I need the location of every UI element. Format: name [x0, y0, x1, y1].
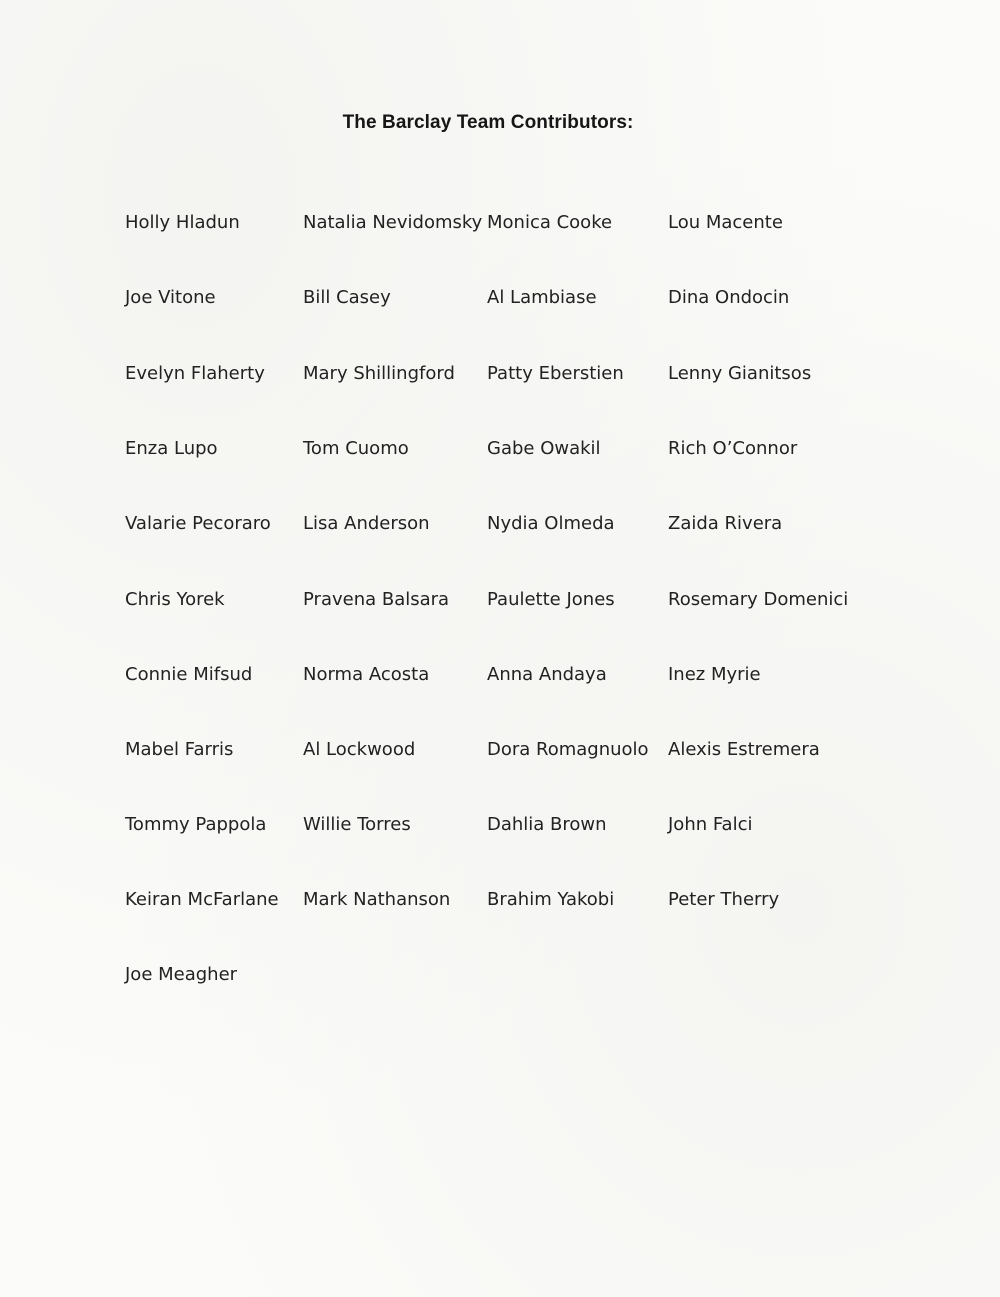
contributor-name: Patty Eberstien — [487, 363, 624, 384]
contributor-name: Mabel Farris — [125, 739, 234, 760]
contributor-name: John Falci — [668, 814, 753, 835]
contributor-name: Bill Casey — [303, 287, 391, 308]
contributor-name: Lenny Gianitsos — [668, 363, 812, 384]
contributor-name: Paulette Jones — [487, 589, 615, 610]
contributor-name: Pravena Balsara — [303, 589, 450, 610]
contributor-name: Rosemary Domenici — [668, 589, 849, 610]
contributor-name: Peter Therry — [668, 889, 780, 910]
contributor-name: Evelyn Flaherty — [125, 363, 265, 384]
contributor-name: Al Lambiase — [487, 287, 597, 308]
contributor-name: Keiran McFarlane — [125, 889, 279, 910]
contributor-name: Enza Lupo — [125, 438, 218, 459]
contributor-name: Natalia Nevidomsky — [303, 212, 483, 233]
contributor-name: Dahlia Brown — [487, 814, 607, 835]
contributor-name: Nydia Olmeda — [487, 513, 615, 534]
contributor-name: Gabe Owakil — [487, 438, 601, 459]
contributor-name: Brahim Yakobi — [487, 889, 615, 910]
contributor-name: Mark Nathanson — [303, 889, 451, 910]
contributor-name: Connie Mifsud — [125, 664, 253, 685]
contributor-name: Rich O’Connor — [668, 438, 798, 459]
contributor-name: Willie Torres — [303, 814, 411, 835]
contributor-name: Dora Romagnuolo — [487, 739, 649, 760]
contributor-name: Al Lockwood — [303, 739, 416, 760]
contributor-name: Lou Macente — [668, 212, 783, 233]
contributor-name: Norma Acosta — [303, 664, 430, 685]
contributor-name: Mary Shillingford — [303, 363, 455, 384]
contributor-name: Monica Cooke — [487, 212, 613, 233]
contributor-name: Joe Meagher — [125, 964, 238, 985]
page-title: The Barclay Team Contributors: — [342, 112, 634, 133]
contributor-name: Alexis Estremera — [668, 739, 820, 760]
contributor-name: Dina Ondocin — [668, 287, 790, 308]
contributor-name: Joe Vitone — [125, 287, 216, 308]
contributor-name: Zaida Rivera — [668, 513, 783, 534]
contributor-name: Anna Andaya — [487, 664, 607, 685]
contributor-name: Holly Hladun — [125, 212, 240, 233]
contributor-name: Valarie Pecoraro — [125, 513, 271, 534]
contributor-name: Tommy Pappola — [125, 814, 267, 835]
contributor-name: Tom Cuomo — [303, 438, 409, 459]
contributor-name: Inez Myrie — [668, 664, 761, 685]
contributor-name: Lisa Anderson — [303, 513, 430, 534]
contributor-name: Chris Yorek — [125, 589, 225, 610]
